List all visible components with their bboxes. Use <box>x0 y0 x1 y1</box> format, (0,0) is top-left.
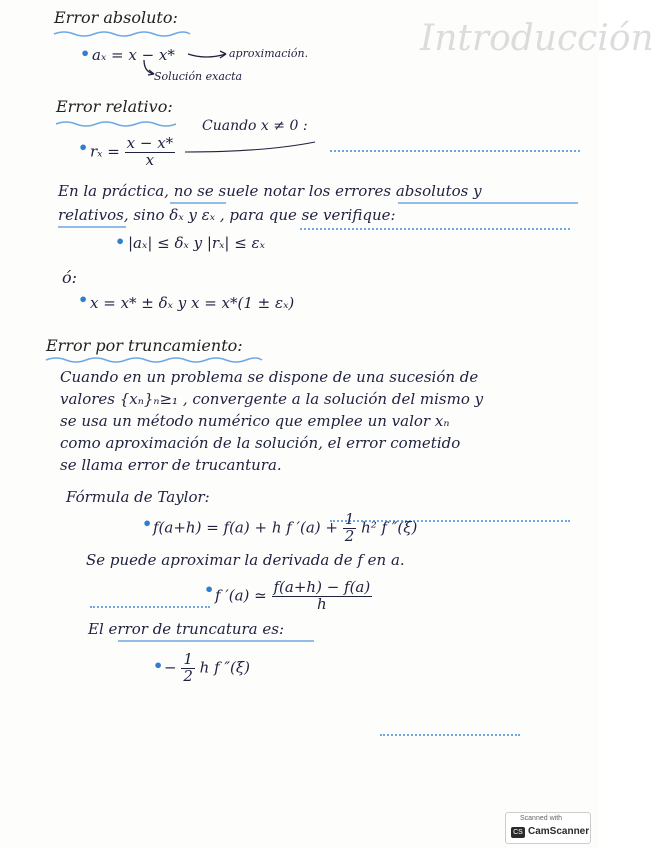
title-underline-2 <box>54 120 184 128</box>
derivative-numerator: f(a+h) − f(a) <box>273 578 371 596</box>
derivative-denominator: h <box>317 594 327 613</box>
dotted-separator-5 <box>380 734 520 736</box>
dotted-separator-1 <box>330 150 580 152</box>
title-error-absoluto: Error absoluto: <box>54 8 178 27</box>
trunc-paragraph-line-3: se usa un método numérico que emplee un valor xₙ <box>60 412 450 430</box>
inequality-line: |aₓ| ≤ δₓ y |rₓ| ≤ εₓ <box>128 234 265 252</box>
truncation-error-underline <box>118 638 338 644</box>
title-error-relativo: Error relativo: <box>56 97 173 116</box>
bullet: • <box>115 232 126 251</box>
taylor-frac-num: 1 <box>344 510 355 528</box>
err-prefix: − <box>164 658 182 677</box>
bullet: • <box>78 290 89 309</box>
taylor-fraction <box>343 512 357 545</box>
practice-line-2: relativos, sino δₓ y εₓ , para que se verifique: <box>58 206 396 224</box>
bracket-curve <box>185 140 320 154</box>
formula-lhs: rₓ = <box>90 142 120 161</box>
taylor-formula <box>153 512 417 545</box>
fraction-numerator: x − x* <box>126 134 174 152</box>
taylor-tail: h² f ″(ξ) <box>356 518 418 537</box>
practice-line-1: En la práctica, no se suele notar los errores absolutos y <box>58 182 482 200</box>
title-underline-1 <box>52 30 192 38</box>
taylor-frac-den: 2 <box>344 526 355 545</box>
bullet: • <box>142 514 153 533</box>
alt-formula-line: x = x* ± δₓ y x = x*(1 ± εₓ) <box>90 294 295 312</box>
fraction-denominator: x <box>145 150 155 169</box>
bullet: • <box>204 580 215 599</box>
err-fraction <box>181 652 195 685</box>
truncation-error-text: El error de truncatura es: <box>88 620 285 638</box>
or-label: ó: <box>62 268 78 287</box>
condition-text: Cuando x ≠ 0 : <box>202 118 308 134</box>
trunc-paragraph-line-2: valores {xₙ}ₙ≥₁ , convergente a la solución del mismo y <box>60 390 484 408</box>
label-solucion-exacta: Solución exacta <box>154 70 243 83</box>
camscanner-badge <box>505 812 591 844</box>
formula-error-relativo <box>90 136 175 169</box>
badge-caption: Scanned with <box>520 815 563 822</box>
derivative-formula <box>215 580 372 613</box>
fraction <box>125 136 176 169</box>
dotted-separator-2 <box>300 228 570 230</box>
badge-brand: CamScanner <box>528 826 590 837</box>
practice-underline-2 <box>58 224 138 232</box>
practice-underlines <box>58 200 538 208</box>
bullet: • <box>153 656 164 675</box>
trunc-paragraph-line-1: Cuando en un problema se dispone de una sucesión de <box>60 368 479 386</box>
title-underline-4 <box>44 356 264 364</box>
label-aproximacion: aproximación. <box>229 47 309 60</box>
bullet: • <box>78 138 89 157</box>
dotted-separator-4 <box>90 606 210 608</box>
truncation-error-formula <box>164 652 250 685</box>
err-tail: h f ″(ξ) <box>194 658 250 677</box>
taylor-head: f(a+h) = f(a) + h f ′(a) + <box>153 518 343 537</box>
title-taylor: Fórmula de Taylor: <box>66 488 210 506</box>
derivative-lhs: f ′(a) ≃ <box>215 586 267 605</box>
ghost-heading: Introducción <box>420 18 654 59</box>
camscanner-logo-icon: CS <box>511 827 525 838</box>
derivative-fraction <box>272 580 373 613</box>
title-error-truncamiento: Error por truncamiento: <box>46 336 243 355</box>
bullet: • <box>80 44 91 63</box>
trunc-paragraph-line-5: se llama error de trucantura. <box>60 456 282 474</box>
err-frac-num: 1 <box>183 650 193 668</box>
approx-derivative-text: Se puede aproximar la derivada de f en a. <box>86 551 405 569</box>
formula-error-absoluto: aₓ = x − x* <box>92 46 175 64</box>
err-frac-den: 2 <box>183 666 193 685</box>
trunc-paragraph-line-4: como aproximación de la solución, el error cometido <box>60 434 461 452</box>
